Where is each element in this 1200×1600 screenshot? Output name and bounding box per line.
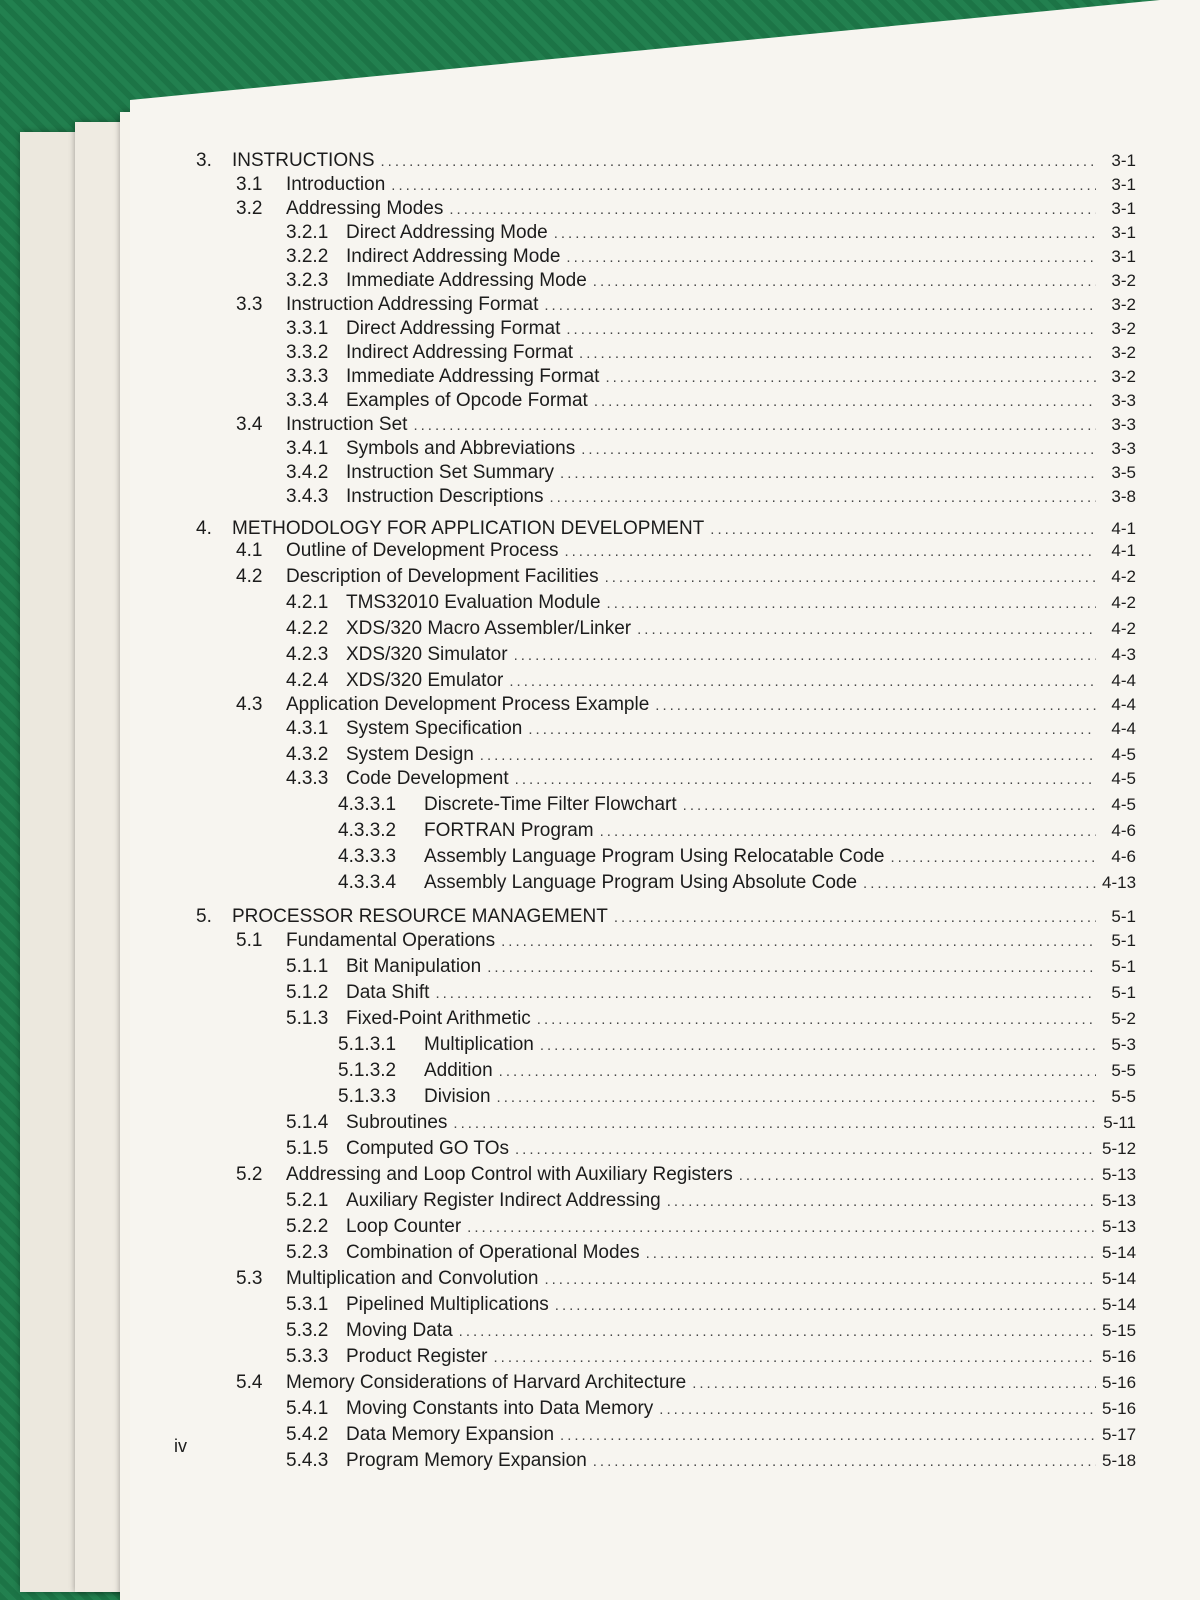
toc-entry-page: 4-5 — [1111, 745, 1136, 764]
toc-entry — [286, 222, 1136, 245]
toc-entry-page: 4-6 — [1111, 821, 1136, 840]
toc-entry-page: 3-3 — [1111, 439, 1136, 458]
toc-entry — [236, 174, 1136, 197]
dot-leader — [667, 1191, 1096, 1213]
toc-entry-number: 4.3.1 — [286, 718, 329, 739]
toc-entry-page: 3-1 — [1111, 151, 1136, 170]
toc-entry-page: 5-13 — [1102, 1191, 1137, 1210]
toc-entry — [286, 438, 1136, 461]
toc-entry-title: Instruction Descriptions — [346, 486, 544, 507]
toc-entry-title: Direct Addressing Format — [346, 318, 561, 339]
toc-entry — [286, 744, 1136, 767]
toc-entry-number: 4. — [196, 518, 212, 539]
toc-entry-number: 5.2.2 — [286, 1216, 329, 1237]
toc-entry — [286, 486, 1136, 509]
dot-leader — [494, 1347, 1096, 1369]
toc-entry-number: 4.2 — [236, 566, 263, 587]
toc-entry-number: 5.2.3 — [286, 1242, 329, 1263]
toc-entry-page: 5-12 — [1102, 1139, 1137, 1158]
toc-entry-number: 5.1.1 — [286, 956, 329, 977]
dot-leader — [600, 821, 1096, 843]
toc-entry-page: 4-5 — [1111, 795, 1136, 814]
toc-entry — [286, 1398, 1136, 1421]
toc-entry-title: Division — [424, 1086, 491, 1107]
toc-entry-title: Instruction Set — [286, 414, 408, 435]
dot-leader — [540, 1035, 1096, 1057]
toc-entry-title: Immediate Addressing Mode — [346, 270, 587, 291]
dot-leader — [487, 957, 1096, 979]
toc-entry-number: 3. — [196, 150, 212, 171]
toc-entry — [236, 294, 1136, 317]
toc-entry-page: 5-5 — [1111, 1061, 1136, 1080]
toc-entry-number: 5.4 — [236, 1372, 263, 1393]
dot-leader — [566, 319, 1096, 341]
toc-entry — [338, 794, 1136, 817]
toc-entry-number: 5.3.3 — [286, 1346, 329, 1367]
toc-entry-number: 3.3.2 — [286, 342, 329, 363]
toc-entry-number: 5.1.5 — [286, 1138, 329, 1159]
toc-entry-page: 4-6 — [1111, 847, 1136, 866]
toc-entry-title: Symbols and Abbreviations — [346, 438, 576, 459]
toc-entry-page: 3-2 — [1111, 295, 1136, 314]
toc-entry-page: 3-2 — [1111, 271, 1136, 290]
dot-leader — [501, 931, 1096, 953]
toc-entry-title: Discrete-Time Filter Flowchart — [424, 794, 677, 815]
toc-entry-title: Addressing Modes — [286, 198, 444, 219]
dot-leader — [480, 745, 1096, 767]
toc-entry-number: 4.2.3 — [286, 644, 329, 665]
dot-leader — [579, 343, 1096, 365]
toc-entry-page: 5-14 — [1102, 1295, 1137, 1314]
toc-entry-page: 5-5 — [1111, 1087, 1136, 1106]
toc-entry-page: 4-5 — [1111, 769, 1136, 788]
toc-entry-number: 3.2.1 — [286, 222, 329, 243]
toc-entry-title: Description of Development Facilities — [286, 566, 599, 587]
toc-entry — [286, 1216, 1136, 1239]
toc-entry-number: 5. — [196, 906, 212, 927]
toc-entry-page: 4-13 — [1102, 873, 1137, 892]
toc-entry-page: 5-16 — [1102, 1373, 1137, 1392]
toc-entry-number: 3.3.3 — [286, 366, 329, 387]
toc-entry-page: 4-2 — [1111, 619, 1136, 638]
toc-entry-page: 3-2 — [1111, 343, 1136, 362]
dot-leader — [581, 439, 1096, 461]
dot-leader — [497, 1087, 1096, 1109]
dot-leader — [605, 567, 1096, 589]
toc-entry-number: 3.3 — [236, 294, 263, 315]
toc-entry-title: Moving Data — [346, 1320, 453, 1341]
dot-leader — [637, 619, 1096, 641]
dot-leader — [515, 1139, 1096, 1161]
toc-entry-title: Bit Manipulation — [346, 956, 482, 977]
toc-entry-number: 5.3.2 — [286, 1320, 329, 1341]
toc-entry-number: 4.3 — [236, 694, 263, 715]
toc-entry — [236, 1372, 1136, 1395]
dot-leader — [659, 1399, 1096, 1421]
toc-entry-title: Memory Considerations of Harvard Architecture — [286, 1372, 687, 1393]
toc-entry — [236, 540, 1136, 563]
dot-leader — [514, 645, 1096, 667]
toc-entry — [338, 1086, 1136, 1109]
toc-entry-number: 4.2.1 — [286, 592, 329, 613]
toc-entry-number: 5.2 — [236, 1164, 263, 1185]
toc-entry-page: 5-1 — [1111, 983, 1136, 1002]
toc-entry-page: 5-14 — [1102, 1269, 1137, 1288]
toc-entry — [236, 566, 1136, 589]
toc-entry-title: Subroutines — [346, 1112, 448, 1133]
toc-entry-page: 3-2 — [1111, 367, 1136, 386]
toc-entry — [286, 718, 1136, 741]
toc-entry-number: 5.4.3 — [286, 1450, 329, 1471]
toc-entry-number: 4.3.3.4 — [338, 872, 397, 893]
toc-entry — [286, 1450, 1136, 1473]
toc-entry-number: 4.3.3.1 — [338, 794, 397, 815]
toc-entry-page: 5-18 — [1102, 1451, 1137, 1470]
toc-entry-number: 5.1.3.1 — [338, 1034, 397, 1055]
toc-entry-page: 5-16 — [1102, 1399, 1137, 1418]
toc-entry — [286, 1008, 1136, 1031]
toc-entry — [338, 1034, 1136, 1057]
dot-leader — [544, 295, 1096, 317]
toc-entry-page: 4-1 — [1111, 541, 1136, 560]
dot-leader — [509, 671, 1096, 693]
toc-entry-number: 5.2.1 — [286, 1190, 329, 1211]
toc-entry — [286, 644, 1136, 667]
toc-entry-title: Direct Addressing Mode — [346, 222, 548, 243]
toc-entry — [286, 1424, 1136, 1447]
toc-entry-number: 5.1 — [236, 930, 263, 951]
toc-entry-page: 4-2 — [1111, 593, 1136, 612]
toc-entry-page: 4-1 — [1111, 519, 1136, 538]
toc-entry — [196, 906, 1136, 929]
toc-entry — [286, 1294, 1136, 1317]
toc-entry — [236, 198, 1136, 221]
toc-entry-title: Auxiliary Register Indirect Addressing — [346, 1190, 661, 1211]
toc-entry-page: 5-11 — [1103, 1113, 1136, 1132]
toc-entry — [236, 1268, 1136, 1291]
toc-entry-title: Moving Constants into Data Memory — [346, 1398, 654, 1419]
toc-entry-title: Indirect Addressing Mode — [346, 246, 561, 267]
dot-leader — [453, 1113, 1096, 1135]
toc-entry-title: XDS/320 Simulator — [346, 644, 508, 665]
dot-leader — [646, 1243, 1096, 1265]
toc-entry-page: 3-3 — [1111, 415, 1136, 434]
toc-entry-title: FORTRAN Program — [424, 820, 594, 841]
dot-leader — [413, 415, 1096, 437]
toc-entry-title: Examples of Opcode Format — [346, 390, 588, 411]
toc-entry — [338, 820, 1136, 843]
toc-entry-number: 4.1 — [236, 540, 263, 561]
toc-entry-title: Indirect Addressing Format — [346, 342, 574, 363]
toc-entry-title: Multiplication — [424, 1034, 534, 1055]
toc-entry-number: 3.4.2 — [286, 462, 329, 483]
toc-entry-number: 4.2.2 — [286, 618, 329, 639]
toc-entry-title: System Design — [346, 744, 474, 765]
toc-entry-page: 4-4 — [1111, 671, 1136, 690]
toc-entry-page: 5-16 — [1102, 1347, 1137, 1366]
toc-entry-title: Code Development — [346, 768, 509, 789]
toc-entry-page: 3-8 — [1111, 487, 1136, 506]
toc-entry-title: TMS32010 Evaluation Module — [346, 592, 601, 613]
toc-entry-number: 3.2 — [236, 198, 263, 219]
toc-entry-number: 5.3 — [236, 1268, 263, 1289]
toc-entry-number: 4.3.3 — [286, 768, 329, 789]
toc-entry — [286, 618, 1136, 641]
dot-leader — [560, 463, 1096, 485]
toc-entry-number: 3.4.1 — [286, 438, 329, 459]
toc-entry-title: INSTRUCTIONS — [232, 150, 375, 171]
toc-entry-title: Application Development Process Example — [286, 694, 650, 715]
toc-entry — [286, 768, 1136, 791]
dot-leader — [549, 487, 1096, 509]
toc-entry-number: 5.1.4 — [286, 1112, 329, 1133]
dot-leader — [554, 223, 1096, 245]
toc-entry — [236, 930, 1136, 953]
toc-entry-page: 5-3 — [1111, 1035, 1136, 1054]
toc-entry-page: 3-2 — [1111, 319, 1136, 338]
toc-entry-page: 5-2 — [1111, 1009, 1136, 1028]
toc-entry — [236, 414, 1136, 437]
toc-entry-page: 5-1 — [1111, 907, 1136, 926]
dot-leader — [435, 983, 1096, 1005]
toc-entry — [286, 592, 1136, 615]
toc-entry-title: XDS/320 Macro Assembler/Linker — [346, 618, 632, 639]
toc-entry-title: Loop Counter — [346, 1216, 462, 1237]
toc-entry-page: 5-13 — [1102, 1217, 1137, 1236]
toc-entry-page: 5-13 — [1102, 1165, 1137, 1184]
toc-entry-title: Product Register — [346, 1346, 488, 1367]
toc-entry — [286, 1138, 1136, 1161]
toc-entry-number: 3.3.1 — [286, 318, 329, 339]
toc-entry-title: Multiplication and Convolution — [286, 1268, 539, 1289]
toc-entry-title: Combination of Operational Modes — [346, 1242, 640, 1263]
toc-entry — [286, 1190, 1136, 1213]
toc-entry-page: 4-4 — [1111, 719, 1136, 738]
toc-entry-number: 5.1.3.2 — [338, 1060, 397, 1081]
toc-entry — [338, 846, 1136, 869]
toc-entry-page: 3-1 — [1111, 175, 1136, 194]
toc-entry-page: 3-1 — [1111, 199, 1136, 218]
toc-entry-number: 3.2.2 — [286, 246, 329, 267]
toc-entry-title: METHODOLOGY FOR APPLICATION DEVELOPMENT — [232, 518, 705, 539]
toc-entry — [196, 518, 1136, 541]
toc-entry-page: 5-1 — [1111, 931, 1136, 950]
dot-leader — [692, 1373, 1096, 1395]
toc-entry-page: 4-3 — [1111, 645, 1136, 664]
toc-entry — [286, 342, 1136, 365]
dot-leader — [655, 695, 1096, 717]
toc-entry-title: XDS/320 Emulator — [346, 670, 504, 691]
dot-leader — [890, 847, 1096, 869]
toc-entry-title: Data Memory Expansion — [346, 1424, 555, 1445]
toc-entry — [286, 318, 1136, 341]
toc-entry — [286, 982, 1136, 1005]
toc-entry-page: 3-3 — [1111, 391, 1136, 410]
toc-entry-title: Pipelined Multiplications — [346, 1294, 549, 1315]
toc-entry-page: 3-1 — [1111, 223, 1136, 242]
dot-leader — [683, 795, 1096, 817]
toc-entry — [286, 366, 1136, 389]
toc-entry-title: Assembly Language Program Using Relocatable Code — [424, 846, 885, 867]
dot-leader — [449, 199, 1096, 221]
dot-leader — [564, 541, 1096, 563]
toc-entry-number: 3.1 — [236, 174, 263, 195]
toc-entry-number: 3.2.3 — [286, 270, 329, 291]
toc-entry-number: 4.3.3.3 — [338, 846, 397, 867]
toc-entry-number: 5.1.2 — [286, 982, 329, 1003]
toc-entry-title: Outline of Development Process — [286, 540, 559, 561]
dot-leader — [710, 519, 1096, 541]
toc-entry — [286, 390, 1136, 413]
toc-entry — [286, 246, 1136, 269]
toc-entry-page: 4-4 — [1111, 695, 1136, 714]
toc-entry — [236, 694, 1136, 717]
toc-entry-number: 4.3.2 — [286, 744, 329, 765]
toc-entry-number: 5.4.2 — [286, 1424, 329, 1445]
toc-entry-number: 3.3.4 — [286, 390, 329, 411]
toc-entry-number: 3.4 — [236, 414, 263, 435]
dot-leader — [607, 593, 1096, 615]
toc-entry-page: 5-17 — [1102, 1425, 1137, 1444]
toc-entry-number: 5.4.1 — [286, 1398, 329, 1419]
toc-entry — [286, 1320, 1136, 1343]
toc-entry-page: 5-15 — [1102, 1321, 1137, 1340]
toc-entry-page: 5-1 — [1111, 957, 1136, 976]
toc-entry-title: System Specification — [346, 718, 523, 739]
toc-entry-page: 5-14 — [1102, 1243, 1137, 1262]
dot-leader — [544, 1269, 1096, 1291]
dot-leader — [499, 1061, 1096, 1083]
page-folio: iv — [174, 1436, 187, 1456]
toc-entry — [338, 872, 1136, 895]
dot-leader — [555, 1295, 1096, 1317]
toc-entry-title: Data Shift — [346, 982, 430, 1003]
dot-leader — [863, 873, 1096, 895]
dot-leader — [515, 769, 1096, 791]
toc-entry-title: Addressing and Loop Control with Auxiliary Registers — [286, 1164, 733, 1185]
toc-entry-number: 5.1.3 — [286, 1008, 329, 1029]
dot-leader — [594, 391, 1096, 413]
toc-entry-title: Assembly Language Program Using Absolute Code — [424, 872, 858, 893]
dot-leader — [459, 1321, 1096, 1343]
toc-entry — [196, 150, 1136, 173]
toc-entry — [286, 1242, 1136, 1265]
toc-entry — [286, 1112, 1136, 1135]
toc-entry — [286, 462, 1136, 485]
toc-entry-title: Instruction Addressing Format — [286, 294, 539, 315]
dot-leader — [467, 1217, 1096, 1239]
toc-entry-title: Instruction Set Summary — [346, 462, 555, 483]
toc-entry-page: 4-2 — [1111, 567, 1136, 586]
toc-entry-number: 4.2.4 — [286, 670, 329, 691]
toc-entry-number: 5.1.3.3 — [338, 1086, 397, 1107]
toc-entry-title: Immediate Addressing Format — [346, 366, 600, 387]
dot-leader — [560, 1425, 1096, 1447]
dot-leader — [391, 175, 1096, 197]
toc-entry — [286, 1346, 1136, 1369]
toc-entry-title: Addition — [424, 1060, 493, 1081]
dot-leader — [605, 367, 1096, 389]
toc-entry — [236, 1164, 1136, 1187]
dot-leader — [739, 1165, 1096, 1187]
toc-entry-page: 3-5 — [1111, 463, 1136, 482]
toc-entry — [286, 270, 1136, 293]
toc-entry-title: PROCESSOR RESOURCE MANAGEMENT — [232, 906, 608, 927]
dot-leader — [614, 907, 1096, 929]
toc-entry-page: 3-1 — [1111, 247, 1136, 266]
toc-entry-number: 5.3.1 — [286, 1294, 329, 1315]
dot-leader — [593, 271, 1096, 293]
dot-leader — [528, 719, 1096, 741]
dot-leader — [537, 1009, 1096, 1031]
dot-leader — [593, 1451, 1096, 1473]
toc-entry-title: Program Memory Expansion — [346, 1450, 587, 1471]
toc-entry-title: Computed GO TOs — [346, 1138, 509, 1159]
toc-entry — [338, 1060, 1136, 1083]
toc-entry-title: Fundamental Operations — [286, 930, 496, 951]
toc-entry-number: 3.4.3 — [286, 486, 329, 507]
toc-entry-title: Introduction — [286, 174, 386, 195]
dot-leader — [566, 247, 1096, 269]
dot-leader — [381, 151, 1097, 173]
toc-entry-title: Fixed-Point Arithmetic — [346, 1008, 531, 1029]
toc-entry-number: 4.3.3.2 — [338, 820, 397, 841]
toc-entry — [286, 956, 1136, 979]
toc-entry — [286, 670, 1136, 693]
